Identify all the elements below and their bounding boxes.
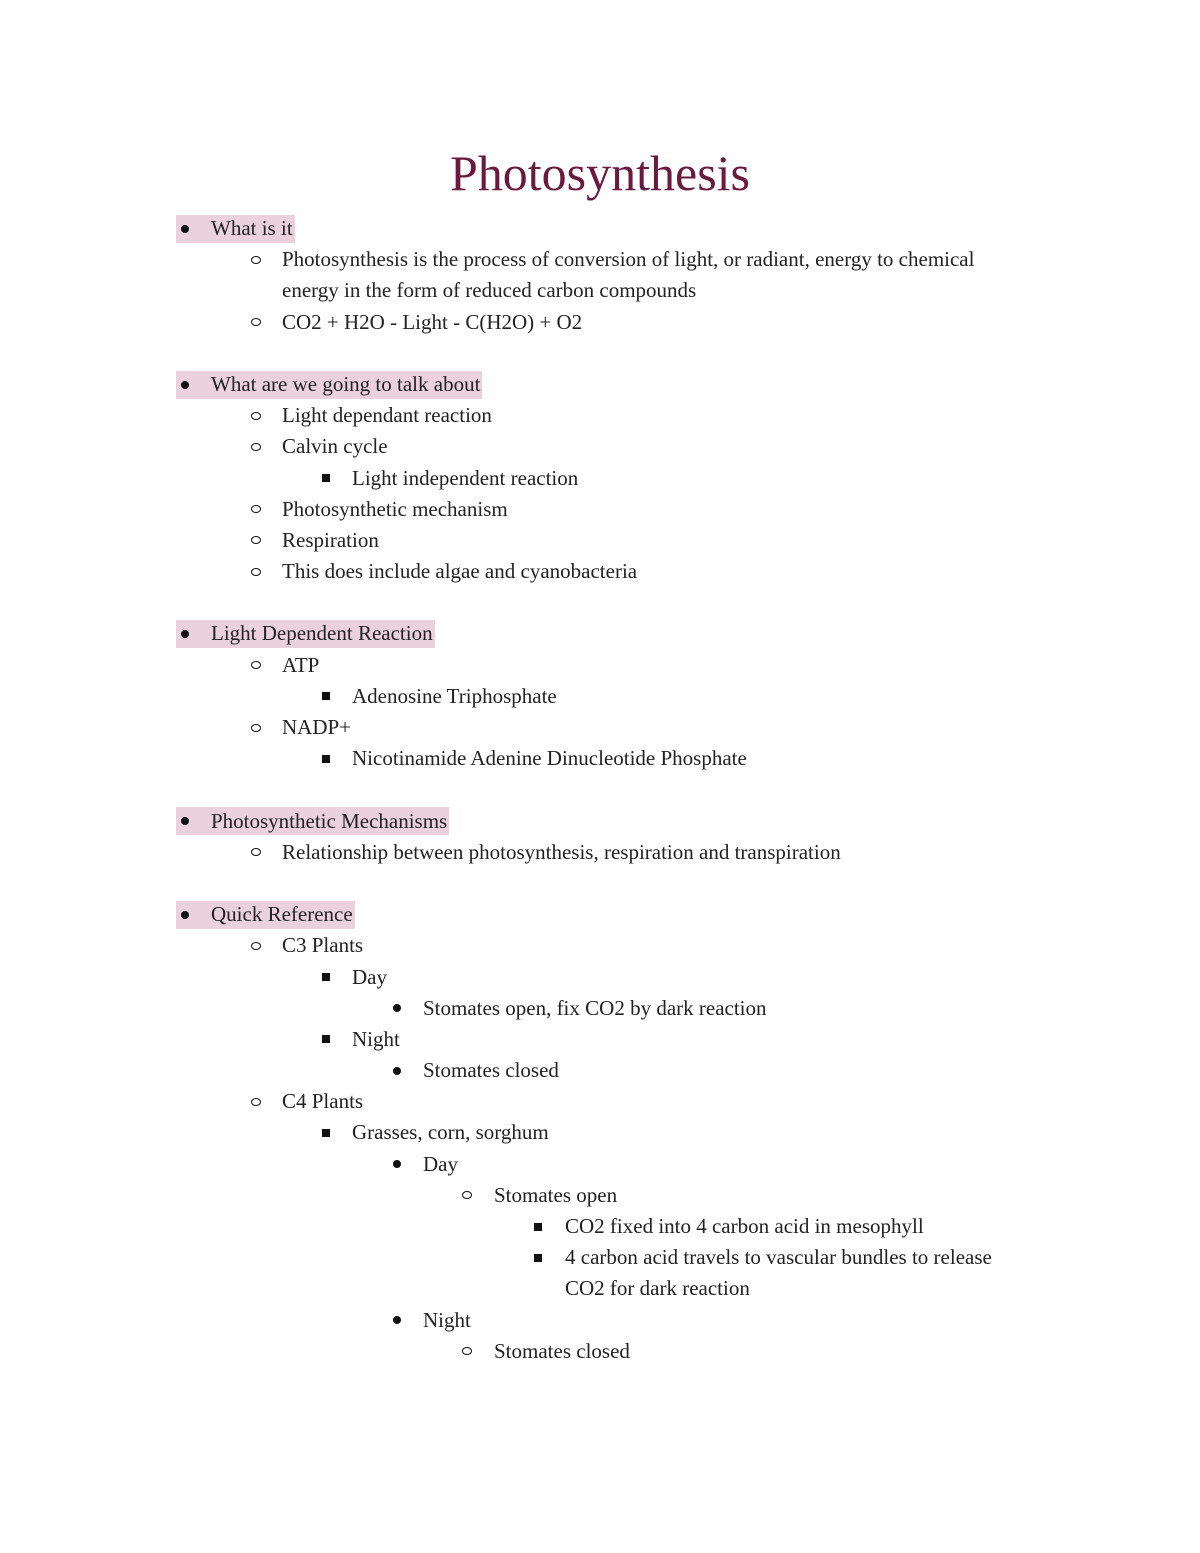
- outline: [0, 213, 1200, 1367]
- list-item-text: Light independent reaction: [352, 465, 579, 490]
- list-item: [0, 400, 1200, 431]
- circle-bullet-icon: [251, 412, 261, 420]
- section-heading: Quick Reference: [211, 902, 353, 927]
- disc-bullet-icon: [181, 225, 189, 233]
- section-heading-row: [0, 618, 1200, 649]
- spacer: [0, 774, 1200, 805]
- list-item: [0, 962, 1200, 993]
- list-item-text: C3 Plants: [282, 933, 364, 958]
- list-item: [0, 712, 1200, 743]
- list-item-text: ATP: [282, 652, 320, 677]
- section-heading-row: [0, 806, 1200, 837]
- circle-bullet-icon: [251, 568, 261, 576]
- disc-bullet-icon: [393, 1160, 401, 1168]
- circle-bullet-icon: [251, 1098, 261, 1106]
- disc-bullet-icon: [393, 1316, 401, 1324]
- list-item: [0, 1305, 1200, 1336]
- section-heading: Photosynthetic Mechanisms: [211, 808, 448, 833]
- section-heading-row: [0, 213, 1200, 244]
- list-item-text: Stomates closed: [423, 1058, 559, 1083]
- list-item: [0, 431, 1200, 462]
- square-bullet-icon: [322, 755, 330, 763]
- list-item-text: energy in the form of reduced carbon compounds: [282, 278, 697, 303]
- list-item-text: NADP+: [282, 715, 352, 739]
- section-heading-row: [0, 369, 1200, 400]
- circle-bullet-icon: [251, 318, 261, 326]
- square-bullet-icon: [322, 1129, 330, 1137]
- list-item: [0, 244, 1200, 275]
- circle-bullet-icon: [462, 1347, 472, 1355]
- list-item-text: CO2 + H2O - Light - C(H2O) + O2: [282, 309, 583, 334]
- list-item: [0, 525, 1200, 556]
- list-item: [0, 275, 1200, 306]
- list-item-text: Day: [423, 1151, 458, 1176]
- list-item-text: Night: [423, 1307, 471, 1332]
- list-item-text: Relationship between photosynthesis, respiration and transpiration: [282, 839, 841, 864]
- list-item: [0, 837, 1200, 868]
- list-item: [0, 1273, 1200, 1304]
- list-item-text: Photosynthetic mechanism: [282, 496, 508, 521]
- list-item: [0, 930, 1200, 961]
- list-item-text: Night: [352, 1026, 400, 1051]
- section-heading: What are we going to talk about: [211, 371, 481, 396]
- disc-bullet-icon: [181, 817, 189, 825]
- list-item: [0, 1117, 1200, 1148]
- highlighted-heading: [176, 901, 355, 929]
- list-item-text: Day: [352, 964, 387, 989]
- highlighted-heading: [176, 371, 482, 399]
- list-item-text: Grasses, corn, sorghum: [352, 1120, 549, 1145]
- square-bullet-icon: [534, 1254, 542, 1262]
- list-item: [0, 993, 1200, 1024]
- square-bullet-icon: [322, 474, 330, 482]
- list-item-text: Adenosine Triphosphate: [352, 683, 557, 708]
- list-item: [0, 1336, 1200, 1367]
- list-item: [0, 1211, 1200, 1242]
- list-item: [0, 650, 1200, 681]
- circle-bullet-icon: [251, 536, 261, 544]
- highlighted-heading: [176, 807, 449, 835]
- highlighted-heading: [176, 215, 295, 243]
- list-item-text: Stomates open: [494, 1182, 618, 1207]
- disc-bullet-icon: [181, 911, 189, 919]
- spacer: [0, 338, 1200, 369]
- circle-bullet-icon: [251, 724, 261, 732]
- list-item: [0, 1242, 1200, 1273]
- list-item: [0, 307, 1200, 338]
- list-item-text: Respiration: [282, 527, 379, 552]
- circle-bullet-icon: [251, 848, 261, 856]
- square-bullet-icon: [534, 1223, 542, 1231]
- spacer: [0, 868, 1200, 899]
- list-item: [0, 1180, 1200, 1211]
- circle-bullet-icon: [251, 505, 261, 513]
- list-item: [0, 1149, 1200, 1180]
- circle-bullet-icon: [251, 256, 261, 264]
- list-item-text: C4 Plants: [282, 1089, 364, 1114]
- circle-bullet-icon: [251, 942, 261, 950]
- list-item-text: CO2 for dark reaction: [565, 1276, 750, 1301]
- list-item-text: Nicotinamide Adenine Dinucleotide Phosphate: [352, 746, 747, 771]
- disc-bullet-icon: [393, 1004, 401, 1012]
- spacer: [0, 587, 1200, 618]
- circle-bullet-icon: [462, 1191, 472, 1199]
- list-item-text: Light dependant reaction: [282, 403, 492, 428]
- list-item-text: Stomates closed: [494, 1338, 630, 1363]
- list-item: [0, 463, 1200, 494]
- disc-bullet-icon: [181, 381, 189, 389]
- list-item-text: Photosynthesis is the process of conversion of light, or radiant, energy to chemical: [282, 247, 975, 272]
- list-item: [0, 681, 1200, 712]
- disc-bullet-icon: [181, 630, 189, 638]
- list-item: [0, 1086, 1200, 1117]
- list-item: [0, 1024, 1200, 1055]
- list-item-text: 4 carbon acid travels to vascular bundles to release: [565, 1245, 992, 1270]
- list-item-text: Stomates open, fix CO2 by dark reaction: [423, 995, 767, 1020]
- section-heading: What is it: [211, 216, 293, 240]
- list-item: [0, 556, 1200, 587]
- square-bullet-icon: [322, 973, 330, 981]
- section-heading-row: [0, 899, 1200, 930]
- square-bullet-icon: [322, 692, 330, 700]
- square-bullet-icon: [322, 1035, 330, 1043]
- section-heading: Light Dependent Reaction: [211, 621, 433, 646]
- list-item: [0, 743, 1200, 774]
- page-title: Photosynthesis: [449, 145, 751, 201]
- circle-bullet-icon: [251, 443, 261, 451]
- list-item: [0, 494, 1200, 525]
- circle-bullet-icon: [251, 661, 261, 669]
- highlighted-heading: [176, 620, 435, 648]
- list-item-text: This does include algae and cyanobacteria: [282, 559, 638, 584]
- disc-bullet-icon: [393, 1067, 401, 1075]
- list-item-text: Calvin cycle: [282, 434, 388, 459]
- list-item-text: CO2 fixed into 4 carbon acid in mesophyll: [565, 1214, 924, 1238]
- list-item: [0, 1055, 1200, 1086]
